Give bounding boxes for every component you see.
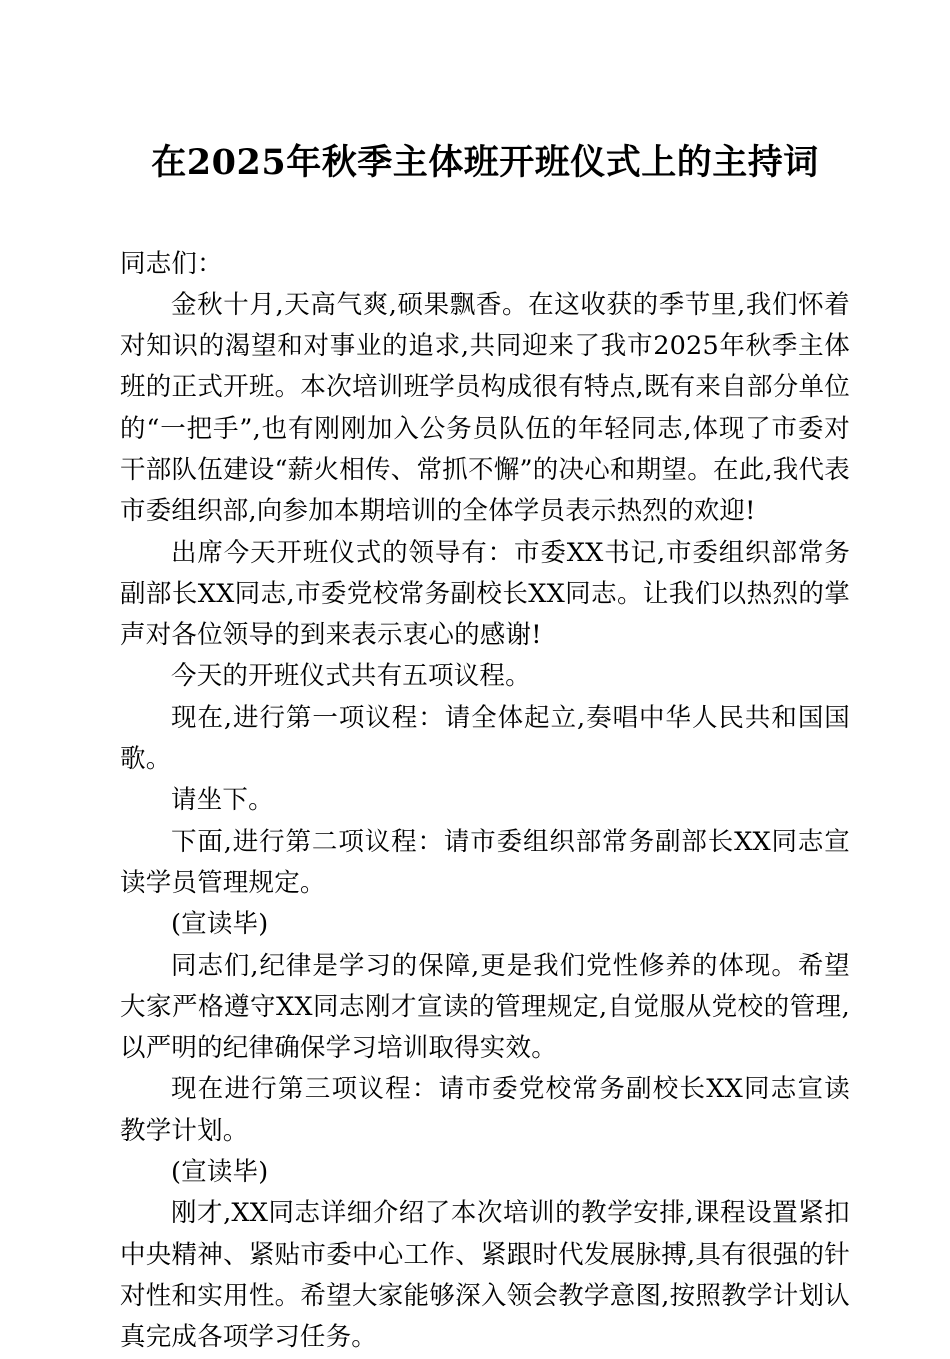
paragraph-agenda-2: 下面,进行第二项议程：请市委组织部常务副部长XX同志宣读学员管理规定。 — [120, 826, 850, 898]
paragraph-read-done-1: (宣读毕) — [171, 909, 269, 940]
paragraph-read-done-2: (宣读毕) — [171, 1157, 269, 1188]
document-body — [120, 244, 850, 1359]
paragraph-salutation: 同志们： — [120, 248, 223, 279]
paragraph-agenda-1: 现在,进行第一项议程：请全体起立,奏唱中华人民共和国国歌。 — [120, 702, 850, 775]
paragraph-leaders-present: 出席今天开班仪式的领导有：市委XX书记,市委组织部常务副部长XX同志,市委党校常务副校长XX同志。让我们以热烈的掌声对各位领导的到来表示衷心的感谢! — [120, 537, 850, 651]
paragraph-opening: 金秋十月,天高气爽,硕果飘香。在这收获的季节里,我们怀着对知识的渴望和对事业的追求,共同迎来了我市2025年秋季主体班的正式开班。本次培训班学员构成很有特点,既有来自部分单位的“一把手”,也有刚刚加入公务员队伍的年轻同志,体现了市委对干部队伍建设“薪火相传、常抓不懈”的决心和期望。在此,我代表市委组织部,向参加本期培训的全体学员表示热烈的欢迎! — [120, 289, 850, 527]
paragraph-discipline-remarks: 同志们,纪律是学习的保障,更是我们党性修养的体现。希望大家严格遵守XX同志刚才宣读的管理规定,自觉服从党校的管理,以严明的纪律确保学习培训取得实效。 — [120, 950, 850, 1064]
paragraph-be-seated: 请坐下。 — [171, 785, 274, 816]
paragraph-agenda-3: 现在进行第三项议程：请市委党校常务副校长XX同志宣读教学计划。 — [120, 1074, 850, 1146]
paragraph-agenda-count: 今天的开班仪式共有五项议程。 — [171, 661, 531, 692]
page-title: 在2025年秋季主体班开班仪式上的主持词 — [151, 142, 819, 183]
paragraph-teaching-plan-remarks: 刚才,XX同志详细介绍了本次培训的教学安排,课程设置紧扣中央精神、紧贴市委中心工作、紧跟时代发展脉搏,具有很强的针对性和实用性。希望大家能够深入领会教学意图,按照教学计划认真完成各项学习任务。 — [120, 1198, 850, 1353]
